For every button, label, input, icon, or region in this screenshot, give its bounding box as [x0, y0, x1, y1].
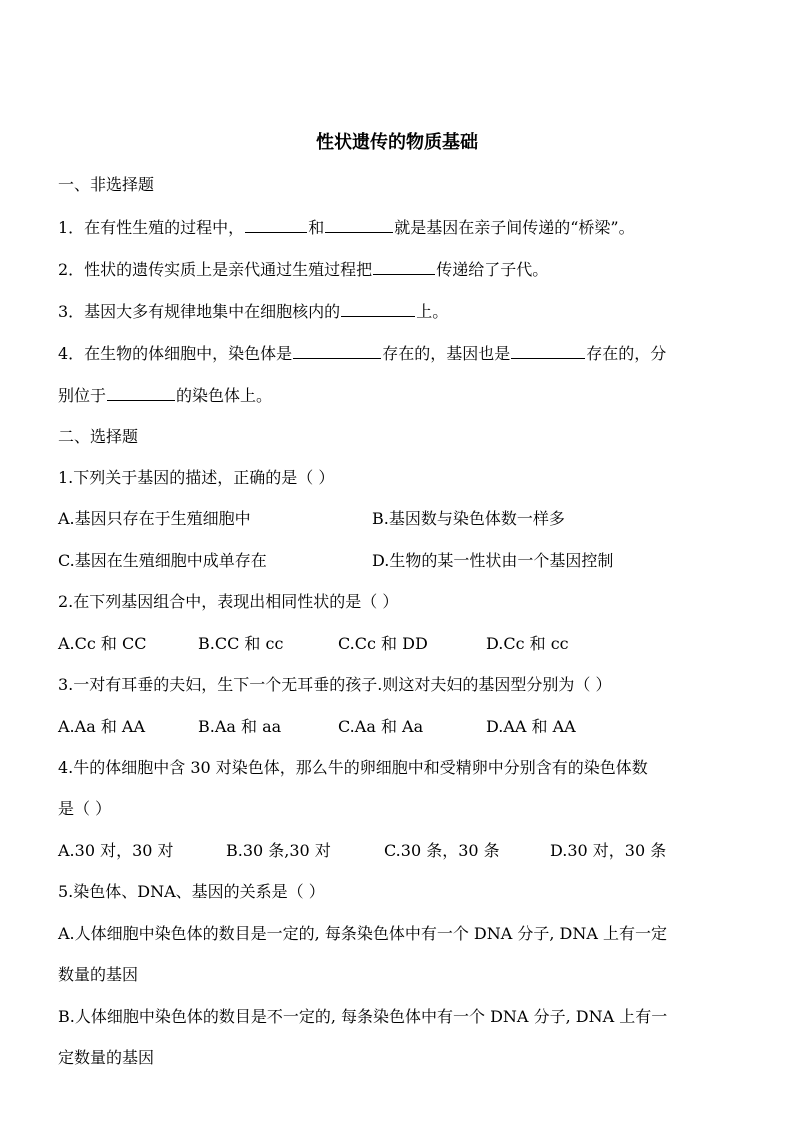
mc5-option-b-cont: 定数量的基因: [58, 1048, 155, 1067]
mc3-stem: 3.一对有耳垂的夫妇，生下一个无耳垂的孩子.则这对夫妇的基因型分别为（ ）: [58, 675, 612, 694]
mc4-option-c[interactable]: C.30 条，30 条: [384, 841, 500, 860]
mc3-option-c[interactable]: C.Aa 和 Aa: [338, 717, 424, 736]
answer-blank[interactable]: [107, 384, 175, 401]
question-2: 2．性状的遗传实质上是亲代通过生殖过程把 传递给了子代。: [58, 260, 549, 279]
answer-blank[interactable]: [325, 216, 393, 233]
mc1-option-c[interactable]: C.基因在生殖细胞中成单存在: [58, 551, 267, 570]
page-title: 性状遗传的物质基础: [316, 132, 478, 153]
mc5-stem: 5.染色体、DNA、基因的关系是（ ）: [58, 882, 325, 901]
mc4-option-a[interactable]: A.30 对，30 对: [58, 841, 174, 860]
question-1: 1．在有性生殖的过程中， 和 就是基因在亲子间传递的“桥梁”。: [58, 218, 635, 237]
answer-blank[interactable]: [373, 258, 435, 275]
mc1-option-d[interactable]: D.生物的某一性状由一个基因控制: [372, 551, 614, 570]
answer-blank[interactable]: [511, 342, 585, 359]
mc3-option-d[interactable]: D.AA 和 AA: [486, 717, 576, 736]
mc2-option-c[interactable]: C.Cc 和 DD: [338, 634, 428, 653]
mc5-option-a[interactable]: A.人体细胞中染色体的数目是一定的, 每条染色体中有一个 DNA 分子, DNA 上有一定: [58, 924, 668, 943]
answer-blank[interactable]: [341, 300, 415, 317]
mc5-option-a-cont: 数量的基因: [58, 965, 139, 984]
mc1-stem: 1.下列关于基因的描述，正确的是（ ）: [58, 468, 335, 487]
mc2-option-d[interactable]: D.Cc 和 cc: [486, 634, 569, 653]
mc5-option-b[interactable]: B.人体细胞中染色体的数目是不一定的, 每条染色体中有一个 DNA 分子, DNA 上有一: [58, 1007, 668, 1026]
section-heading-non-choice: 一、非选择题: [58, 175, 155, 194]
answer-blank[interactable]: [245, 216, 307, 233]
mc2-stem: 2.在下列基因组合中，表现出相同性状的是（ ）: [58, 592, 399, 611]
question-4: 4．在生物的体细胞中，染色体是 存在的，基因也是 存在的，分: [58, 344, 667, 363]
mc3-option-a[interactable]: A.Aa 和 AA: [58, 717, 146, 736]
mc4-stem: 4.牛的体细胞中含 30 对染色体，那么牛的卵细胞中和受精卵中分别含有的染色体数: [58, 758, 648, 777]
mc2-option-a[interactable]: A.Cc 和 CC: [58, 634, 147, 653]
mc3-option-b[interactable]: B.Aa 和 aa: [198, 717, 282, 736]
mc1-option-a[interactable]: A.基因只存在于生殖细胞中: [58, 509, 251, 528]
question-3: 3．基因大多有规律地集中在细胞核内的 上。: [58, 302, 449, 321]
mc1-option-b[interactable]: B.基因数与染色体数一样多: [372, 509, 565, 528]
mc4-stem-cont: 是（ ）: [58, 799, 112, 818]
answer-blank[interactable]: [293, 342, 381, 359]
section-heading-choice: 二、选择题: [58, 427, 139, 446]
question-4-cont: 别位于 的染色体上。: [58, 386, 273, 405]
mc4-option-b[interactable]: B.30 条,30 对: [226, 841, 331, 860]
mc4-option-d[interactable]: D.30 对，30 条: [550, 841, 667, 860]
mc2-option-b[interactable]: B.CC 和 cc: [198, 634, 284, 653]
